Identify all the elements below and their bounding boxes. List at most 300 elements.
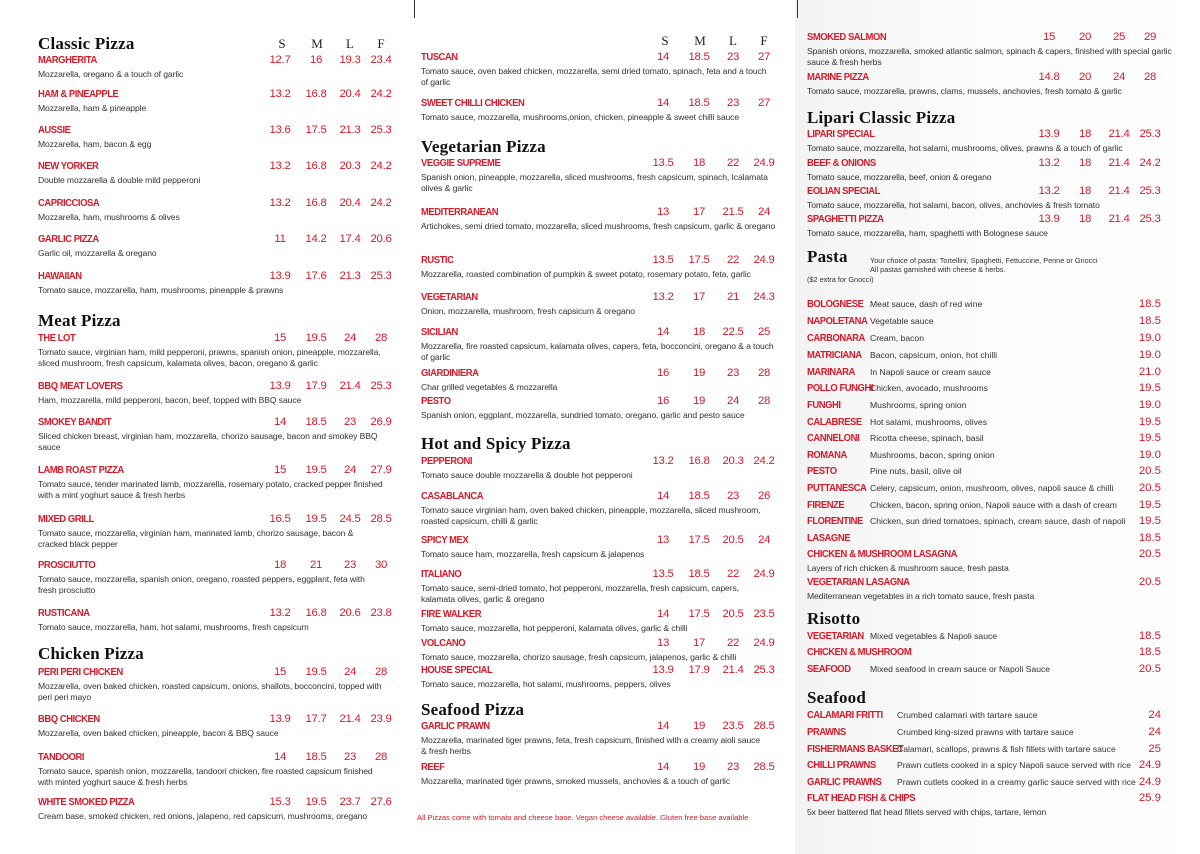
menu-item-price: 13.9	[1038, 128, 1060, 140]
menu-item-name: FIRENZE	[807, 499, 845, 511]
menu-item-name: TANDOORI	[38, 751, 85, 763]
menu-item-price: 24.9	[753, 637, 775, 649]
menu-item-name: CARBONARA	[807, 332, 865, 344]
menu-item-name: VOLCANO	[421, 637, 466, 649]
menu-item-price: 25.3	[370, 270, 392, 282]
menu-item-price: 20.5	[722, 608, 744, 620]
menu-item-price: 15.3	[269, 796, 291, 808]
fold-line-left	[414, 0, 415, 18]
menu-item-row	[38, 160, 398, 174]
menu-item-row	[421, 664, 781, 678]
menu-item-row	[38, 559, 398, 573]
menu-item-price: 13.9	[1038, 213, 1060, 225]
menu-item-price: 20.5	[1138, 482, 1161, 494]
menu-item-name: NAPOLETANA	[807, 315, 868, 327]
menu-item-price: 17.5	[688, 608, 710, 620]
menu-item-price: 18	[692, 326, 706, 338]
menu-item-price: 19.0	[1138, 449, 1161, 461]
menu-item-description: Mozzarella, marinated tiger prawns, smoked mussels, anchovies & a touch of garlic	[421, 776, 731, 786]
menu-item-name: PROSCIUTTO	[38, 559, 96, 571]
menu-item-row	[421, 534, 781, 548]
menu-item-name: BEEF & ONIONS	[807, 157, 876, 169]
menu-item-description: Chicken, bacon, spring onion, Napoli sauce with a dash of cream	[870, 500, 1117, 510]
menu-item-name: BOLOGNESE	[807, 298, 864, 310]
menu-item-row	[421, 761, 781, 775]
size-label: L	[729, 33, 737, 48]
menu-item-price: 27	[757, 97, 771, 109]
menu-item	[807, 382, 1167, 399]
menu-item-price: 19.5	[1138, 499, 1161, 511]
menu-item-name: LAMB ROAST PIZZA	[38, 464, 124, 476]
menu-item-price: 19.5	[1138, 432, 1161, 444]
menu-item-row	[421, 637, 781, 651]
menu-item	[807, 646, 1167, 663]
menu-item-price: 18	[273, 559, 287, 571]
menu-item-row	[38, 607, 398, 621]
menu-item-price: 25.3	[1139, 128, 1161, 140]
vegetarian-pizza-heading: Vegetarian Pizza	[421, 137, 546, 156]
menu-item-description: Tomato sauce, mozzarella, prawns, clams, mussels, anchovies, fresh tomato & garlic	[807, 86, 1122, 96]
menu-item-price: 19.3	[339, 54, 361, 66]
menu-item	[807, 759, 1167, 776]
hot-spicy-pizza-heading: Hot and Spicy Pizza	[421, 434, 571, 453]
menu-item-description: Mozzarella, oven baked chicken, roasted capsicum, onions, shallots, bocconcini, topped with peri peri mayo	[38, 681, 382, 703]
menu-item-name: SICILIAN	[421, 326, 458, 338]
menu-item-description: Mozzarella, oven baked chicken, pineapple, bacon & BBQ sauce	[38, 728, 279, 738]
menu-item-description: Tomato sauce, mozzarella, ham, spaghetti with Bolognese sauce	[807, 228, 1048, 238]
menu-item-price: 13.5	[652, 157, 674, 169]
menu-item	[38, 751, 398, 789]
menu-item-price: 19.5	[1138, 515, 1161, 527]
menu-item-price: 24.9	[753, 157, 775, 169]
menu-item-price: 17.9	[688, 664, 710, 676]
size-label: S	[661, 33, 669, 48]
menu-item	[807, 31, 1172, 69]
menu-item-name: BBQ MEAT LOVERS	[38, 380, 123, 392]
menu-item-price: 14	[656, 51, 670, 63]
menu-item-description: Spanish onion, pineapple, mozzarella, sliced mushrooms, fresh capsicum, spinach, Icalamata olives & garlic	[421, 172, 768, 194]
menu-item-price: 13.9	[269, 380, 291, 392]
menu-item-price: 24	[757, 534, 771, 546]
menu-item-description: Meat sauce, dash of red wine	[870, 299, 983, 309]
menu-item-price: 14	[656, 608, 670, 620]
menu-item-price: 18.5	[1138, 315, 1161, 327]
menu-item-row	[421, 395, 781, 409]
menu-item-price: 18.5	[1138, 298, 1161, 310]
menu-item	[807, 576, 1167, 602]
menu-item-row	[38, 332, 398, 346]
menu-item-price: 27.6	[370, 796, 392, 808]
menu-item-price: 13.5	[652, 254, 674, 266]
menu-item-price: 21.4	[1108, 157, 1130, 169]
menu-item-price: 17.6	[305, 270, 327, 282]
menu-item-row	[421, 291, 781, 305]
menu-item-description: Cream, bacon	[870, 333, 924, 343]
menu-item-name: VEGETARIAN	[807, 630, 864, 642]
menu-item-price: 23	[343, 751, 357, 763]
menu-item	[807, 709, 1167, 726]
menu-item-description: Artichokes, semi dried tomato, mozzarella, sliced mushrooms, fresh capsicum, garlic & oregano	[421, 221, 776, 231]
menu-item-row	[38, 513, 398, 527]
menu-item-price: 13.2	[269, 607, 291, 619]
menu-item-description: Mozzarella, roasted combination of pumpkin & sweet potato, rosemary potato, feta, garlic	[421, 269, 751, 279]
menu-item-price: 30	[374, 559, 388, 571]
menu-item-description: Tomato sauce double mozzarella & double hot pepperoni	[421, 470, 633, 480]
menu-item-name: TUSCAN	[421, 51, 458, 63]
menu-item-price: 13.2	[1038, 185, 1060, 197]
menu-item-name: NEW YORKER	[38, 160, 99, 172]
menu-item-row	[421, 608, 781, 622]
menu-item-name: CHICKEN & MUSHROOM	[807, 646, 912, 658]
menu-item	[38, 54, 398, 80]
menu-item-price: 21	[726, 291, 740, 303]
menu-item-price: 18.5	[305, 416, 327, 428]
menu-item-row	[421, 455, 781, 469]
menu-item	[807, 298, 1167, 315]
menu-item-price: 20.5	[722, 534, 744, 546]
menu-item	[421, 326, 781, 364]
menu-item-name: SWEET CHILLI CHICKEN	[421, 97, 525, 109]
menu-item-price: 20.4	[339, 88, 361, 100]
menu-item	[807, 449, 1167, 466]
menu-item-price: 24	[1148, 709, 1161, 721]
menu-item-price: 13	[656, 637, 670, 649]
menu-item	[421, 395, 781, 421]
menu-item-price: 23.5	[722, 720, 744, 732]
menu-item	[421, 608, 781, 634]
menu-item-price: 20.3	[722, 455, 744, 467]
menu-item	[421, 761, 781, 787]
menu-item-price: 24.3	[753, 291, 775, 303]
menu-item-name: CALABRESE	[807, 416, 862, 428]
menu-item-description: Tomato sauce, mozzarella, hot pepperoni, kalamata olives, garlic & chilli	[421, 623, 688, 633]
menu-item	[38, 607, 398, 633]
menu-item-price: 17.7	[305, 713, 327, 725]
meat-pizza-heading: Meat Pizza	[38, 311, 121, 330]
menu-item-description: Pine nuts, basil, olive oil	[870, 466, 962, 476]
menu-item-description: Tomato sauce, mozzarella, ham, hot salami, mushrooms, fresh capsicum	[38, 622, 309, 632]
menu-item	[421, 157, 781, 195]
menu-item-price: 17	[692, 637, 706, 649]
menu-item-name: MIXED GRILL	[38, 513, 94, 525]
menu-item-name: GARLIC PRAWNS	[807, 776, 882, 788]
menu-item	[421, 720, 781, 758]
menu-item-name: FLAT HEAD FISH & CHIPS	[807, 792, 916, 804]
menu-item-price: 25.3	[1139, 213, 1161, 225]
menu-item	[807, 726, 1167, 743]
menu-item-description: Mixed seafood in cream sauce or Napoli Sauce	[870, 664, 1051, 674]
menu-item-price: 24.9	[753, 254, 775, 266]
menu-item-price: 22.5	[722, 326, 744, 338]
menu-item-price: 21.3	[339, 124, 361, 136]
menu-item-row	[807, 185, 1167, 199]
menu-item-price: 28	[1143, 71, 1157, 83]
menu-item-description: Tomato sauce, mozzarella, mushrooms,onion, chicken, pineapple & sweet chilli sauce	[421, 112, 740, 122]
menu-item-price: 20	[1078, 31, 1092, 43]
fold-line-right	[797, 0, 798, 18]
menu-item-description: Tomato sauce, mozzarella, chorizo sausage, fresh capsicum, jalapenos, garlic & chilli	[421, 652, 737, 662]
menu-item-name: CASABLANCA	[421, 490, 484, 502]
menu-item-row	[421, 326, 781, 340]
menu-item-price: 11	[274, 233, 286, 245]
menu-item-price: 25.9	[1138, 792, 1161, 804]
menu-item-price: 20.5	[1138, 576, 1161, 588]
menu-item-price: 24.9	[1138, 776, 1161, 788]
menu-item-name: CHILLI PRAWNS	[807, 759, 876, 771]
menu-item-price: 24.9	[1138, 759, 1161, 771]
menu-item-description: In Napoli sauce or cream sauce	[870, 367, 991, 377]
menu-item-price: 23	[726, 97, 740, 109]
menu-item-price: 16.8	[305, 88, 327, 100]
menu-item-name: MATRICIANA	[807, 349, 862, 361]
menu-item-price: 18.5	[688, 51, 710, 63]
menu-item-price: 17.5	[305, 124, 327, 136]
menu-item	[38, 796, 398, 822]
menu-item-price: 28	[757, 367, 771, 379]
menu-item-name: FLORENTINE	[807, 515, 863, 527]
menu-item-price: 23	[343, 559, 357, 571]
menu-item	[807, 499, 1167, 516]
menu-item-name: HAM & PINEAPPLE	[38, 88, 119, 100]
menu-item-price: 15	[1042, 31, 1056, 43]
menu-item-price: 21.4	[1108, 185, 1130, 197]
menu-item-row	[38, 464, 398, 478]
menu-item-description: 5x beer battered flat head fillets served with chips, tartare, lemon	[807, 807, 1047, 817]
menu-item-price: 13.6	[269, 124, 291, 136]
menu-item-price: 17.4	[339, 233, 361, 245]
menu-item-price: 13	[656, 206, 670, 218]
menu-item-price: 13.2	[269, 160, 291, 172]
size-label: F	[377, 36, 385, 51]
menu-item-description: Mozzarella, marinated tiger prawns, feta, fresh capsicum, finished with a creamy aioli sauce & fresh herbs	[421, 735, 760, 757]
menu-item	[807, 630, 1167, 647]
menu-item	[421, 367, 781, 393]
menu-item-price: 24.2	[753, 455, 775, 467]
menu-item-price: 13.9	[269, 713, 291, 725]
menu-item-description: Mixed vegetables & Napoli sauce	[870, 631, 998, 641]
menu-item-name: MARGHERITA	[38, 54, 97, 66]
menu-item-name: CHICKEN & MUSHROOM LASAGNA	[807, 548, 958, 560]
menu-item-price: 20.6	[339, 607, 361, 619]
seafood-pizza-heading: Seafood Pizza	[421, 700, 525, 719]
menu-item-row	[38, 380, 398, 394]
menu-item-name: SMOKED SALMON	[807, 31, 887, 43]
menu-item-price: 27	[757, 51, 771, 63]
menu-item-name: THE LOT	[38, 332, 76, 344]
menu-item-price: 23.4	[370, 54, 392, 66]
menu-item-price: 19.0	[1138, 349, 1161, 361]
menu-item-price: 17.5	[688, 254, 710, 266]
menu-item-price: 21.3	[339, 270, 361, 282]
menu-item-description: Spanish onions, mozzarella, smoked atlantic salmon, spinach & capers, finished with special garlic sauce & fresh herbs	[807, 46, 1172, 68]
menu-item	[421, 51, 781, 89]
menu-item-price: 24.2	[1139, 157, 1161, 169]
menu-item	[807, 548, 1167, 574]
menu-item-description: Tomato sauce ham, mozzarella, fresh capsicum & jalapenos	[421, 549, 645, 559]
menu-item-row	[38, 416, 398, 430]
menu-item	[38, 513, 398, 551]
menu-item	[38, 233, 398, 259]
menu-item-price: 25.3	[370, 124, 392, 136]
menu-item	[421, 97, 781, 123]
menu-item-price: 24	[343, 332, 357, 344]
menu-item-price: 24.2	[370, 88, 392, 100]
menu-item-price: 24.2	[370, 160, 392, 172]
menu-item-price: 21.4	[339, 713, 361, 725]
menu-item-price: 28.5	[370, 513, 392, 525]
menu-item-row	[421, 206, 781, 220]
menu-item-price: 24	[343, 666, 357, 678]
menu-item-row	[38, 796, 398, 810]
size-label: S	[278, 36, 286, 51]
menu-item-price: 23.8	[370, 607, 392, 619]
menu-item-price: 18.5	[688, 490, 710, 502]
menu-item	[807, 185, 1167, 211]
menu-item-price: 21.5	[722, 206, 744, 218]
menu-item	[38, 88, 398, 114]
menu-item-price: 19.5	[305, 796, 327, 808]
menu-item-price: 23	[726, 367, 740, 379]
menu-item-name: EOLIAN SPECIAL	[807, 185, 880, 197]
menu-item-price: 13.2	[269, 197, 291, 209]
menu-item-price: 20.4	[339, 197, 361, 209]
menu-item	[807, 366, 1167, 383]
menu-item-price: 14	[273, 416, 287, 428]
menu-item-description: Layers of rich chicken & mushroom sauce, fresh pasta	[807, 563, 1009, 573]
menu-item-name: WHITE SMOKED PIZZA	[38, 796, 135, 808]
menu-item-name: SPAGHETTI PIZZA	[807, 213, 884, 225]
menu-item-price: 15	[273, 464, 287, 476]
menu-item-description: Tomato sauce, semi-dried tomato, hot pepperoni, mozzarella, fresh capsicum, capers, kalamata olives, garlic & oregano	[421, 583, 739, 605]
menu-item-price: 18.5	[1138, 630, 1161, 642]
menu-item-description: Mushrooms, bacon, spring onion	[870, 450, 995, 460]
menu-item-name: FIRE WALKER	[421, 608, 482, 620]
menu-item-price: 26	[757, 490, 771, 502]
menu-item-row	[421, 568, 781, 582]
menu-item-description: Mushrooms, spring onion	[870, 400, 967, 410]
menu-item-name: ITALIANO	[421, 568, 462, 580]
menu-item-price: 16.8	[305, 607, 327, 619]
menu-item-row	[807, 213, 1167, 227]
menu-item-price: 13.2	[269, 88, 291, 100]
menu-item-price: 24	[343, 464, 357, 476]
menu-item-description: Tomato sauce, mozzarella, virginian ham, marinated lamb, chorizo sausage, bacon & cracked black pepper	[38, 528, 354, 550]
lipari-classic-heading: Lipari Classic Pizza	[807, 108, 956, 127]
menu-item-row	[807, 792, 1167, 806]
pasta-note-3: ($2 extra for Gnocci)	[807, 275, 874, 284]
menu-item	[38, 713, 398, 739]
menu-item-price: 28	[374, 751, 388, 763]
menu-item	[807, 213, 1167, 239]
menu-item-description: Tomato sauce, oven baked chicken, mozzarella, semi dried tomato, spinach, feta and a touch of garlic	[421, 66, 767, 88]
menu-item-price: 21.4	[722, 664, 744, 676]
menu-item-row	[38, 54, 398, 68]
menu-item-description: Tomato sauce, mozzarella, hot salami, mushrooms, olives, prawns & a touch of garlic	[807, 143, 1123, 153]
menu-item	[421, 664, 781, 690]
menu-item-price: 19.5	[305, 666, 327, 678]
menu-item-name: MEDITERRANEAN	[421, 206, 499, 218]
menu-item-price: 18	[1078, 213, 1092, 225]
menu-item-price: 22	[726, 568, 740, 580]
menu-item	[38, 270, 398, 296]
menu-item-description: Tomato sauce, mozzarella, hot salami, bacon, olives, anchovies & fresh tomato	[807, 200, 1100, 210]
menu-item	[807, 128, 1167, 154]
menu-item-price: 20	[1078, 71, 1092, 83]
size-label: L	[346, 36, 354, 51]
menu-item-price: 13.2	[652, 455, 674, 467]
menu-item-description: Ham, mozzarella, mild pepperoni, bacon, beef, topped with BBQ sauce	[38, 395, 302, 405]
menu-item-description: Tomato sauce, mozzarella, hot salami, mushrooms, peppers, olives	[421, 679, 671, 689]
menu-item	[38, 559, 398, 597]
menu-item-price: 12.7	[269, 54, 291, 66]
menu-item-description: Chicken, sun dried tomatoes, spinach, cream sauce, dash of napoli	[870, 516, 1126, 526]
menu-item-price: 21.4	[339, 380, 361, 392]
menu-item-price: 18	[692, 157, 706, 169]
menu-item-row	[421, 367, 781, 381]
menu-item-name: VEGETARIAN	[421, 291, 478, 303]
menu-item	[421, 291, 781, 317]
menu-item-price: 21.4	[1108, 213, 1130, 225]
menu-item-price: 19.5	[305, 464, 327, 476]
menu-item	[421, 206, 781, 232]
menu-item-price: 19.5	[305, 513, 327, 525]
menu-item-price: 24	[1112, 71, 1126, 83]
menu-item-name: POLLO FUNGHI	[807, 382, 874, 394]
menu-item-price: 19.5	[305, 332, 327, 344]
menu-item-description: Mozzarella, fire roasted capsicum, kalamata olives, capers, feta, bocconcini, oregano & a touch of garlic	[421, 341, 774, 363]
classic-pizza-heading: Classic Pizza	[38, 34, 135, 53]
menu-item-price: 14	[656, 490, 670, 502]
menu-item-price: 14	[273, 751, 287, 763]
menu-item-price: 24	[1148, 726, 1161, 738]
menu-item-description: Onion, mozzarella, mushroom, fresh capsicum & oregano	[421, 306, 635, 316]
menu-item-price: 26.9	[370, 416, 392, 428]
menu-item-row	[807, 128, 1167, 142]
menu-item-name: RUSTIC	[421, 254, 454, 266]
menu-item-price: 17	[692, 206, 706, 218]
pasta-note-2: All pastas garnished with cheese & herbs.	[870, 265, 1006, 274]
menu-item-name: FISHERMANS BASKET	[807, 743, 904, 755]
menu-item-description: Mozzarella, ham, mushrooms & olives	[38, 212, 180, 222]
menu-item-price: 22	[726, 637, 740, 649]
size-label: M	[694, 33, 706, 48]
menu-item-price: 13.9	[269, 270, 291, 282]
menu-item-price: 19	[692, 367, 706, 379]
menu-item-name: SPICY MEX	[421, 534, 469, 546]
menu-item-price: 18.5	[305, 751, 327, 763]
menu-item-name: SMOKEY BANDIT	[38, 416, 112, 428]
menu-item-name: REEF	[421, 761, 445, 773]
menu-item	[421, 254, 781, 280]
menu-item-description: Chicken, avocado, mushrooms	[870, 383, 988, 393]
menu-item-price: 16.8	[305, 160, 327, 172]
menu-item-row	[421, 157, 781, 171]
menu-item-row	[807, 576, 1167, 590]
menu-item-price: 14	[656, 720, 670, 732]
menu-item-name: LASAGNE	[807, 532, 851, 544]
menu-item-description: Prawn cutlets cooked in a spicy Napoli sauce served with rice	[897, 760, 1132, 770]
menu-item-name: PESTO	[421, 395, 451, 407]
menu-item-description: Hot salami, mushrooms, olives	[870, 417, 988, 427]
menu-item-description: Prawn cutlets cooked in a creamy garlic sauce served with rice	[897, 777, 1136, 787]
menu-item	[38, 464, 398, 502]
menu-item-row	[38, 751, 398, 765]
menu-item-description: Sliced chicken breast, virginian ham, mozzarella, chorizo sausage, bacon and smokey BBQ sauce	[38, 431, 378, 453]
pasta-heading: Pasta	[807, 247, 848, 266]
menu-item	[38, 160, 398, 186]
menu-item-price: 28	[374, 666, 388, 678]
menu-item	[38, 124, 398, 150]
